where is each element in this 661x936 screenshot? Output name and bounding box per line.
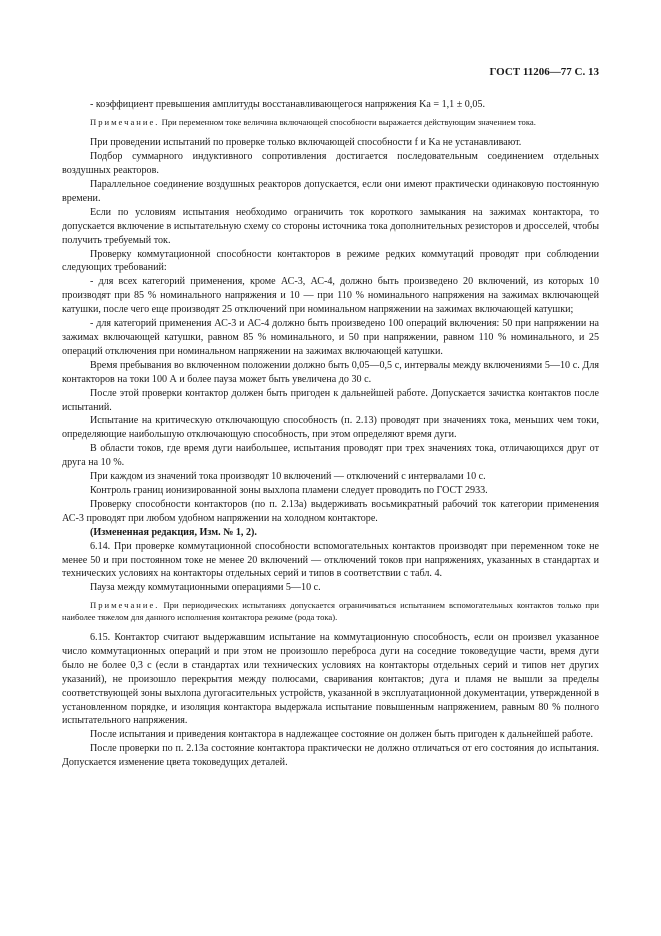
note-text: При переменном токе величина включающей способности выражается действующим значением тока.: [161, 116, 536, 127]
paragraph: Проверку коммутационной способности контакторов в режиме редких коммутаций проводят при соблюдении следующих требований:: [62, 248, 599, 274]
document-body: [62, 98, 599, 770]
note-label: Примечание.: [90, 116, 160, 127]
note: [62, 117, 599, 128]
paragraph: Время пребывания во включенном положении должно быть 0,05—0,5 с, интервалы между включениями 5—10 с. Для контакторов на токи 100 А и более пауза может быть увеличена до 30 с.: [62, 359, 599, 385]
paragraph: - для всех категорий применения, кроме АС-3, АС-4, должно быть произведено 20 включений, из которых 10 производят при 85 % номинального напряжения и 10 — при 110 % номинального напряжения на зажимах включающей катушки, после чего еще производят 25 отключений при номинальном напряжении на зажимах включающей катушки;: [62, 276, 599, 316]
paragraph: - для категорий применения АС-3 и АС-4 должно быть произведено 100 операций включения: 50 при напряжении на зажимах включающей катушки, равном 85 % номинального, и 50 при напряжении, равном 110 % номинального, и 25 операций отключения при номинальном напряжении на зажимах включающей катушки.: [62, 318, 599, 357]
paragraph: При каждом из значений тока производят 10 включений — отключений с интервалами 10 с.: [90, 471, 486, 483]
paragraph: Проверку способности контакторов (по п. 2.13а) выдерживать восьмикратный рабочий ток категории применения АС-3 проводят при любом удобном напряжении на холодном контакторе.: [62, 498, 599, 524]
paragraph: 6.14. При проверке коммутационной способности вспомогательных контактов производят при переменном токе не менее 50 и при постоянном токе не менее 20 включений — отключений токов при напряжениях, указанных в стандартах и технических условиях на контакторы отдельных серий и типов в соответствии с табл. 4.: [62, 540, 599, 580]
paragraph: Пауза между коммутационными операциями 5—10 с.: [90, 582, 321, 594]
paragraph: Испытание на критическую отключающую способность (п. 2.13) проводят при значениях тока, меньших чем токи, определяющие наибольшую отключающую способность, при этом определяют время дуги.: [62, 415, 599, 441]
note-text: При периодических испытаниях допускается ограничиваться испытанием вспомогательных контактов только при наиболее тяжелом для данного исполнения контактора режиме (рода тока).: [62, 600, 599, 622]
paragraph: Контроль границ ионизированной зоны выхлопа пламени следует проводить по ГОСТ 2933.: [90, 484, 488, 496]
paragraph: После этой проверки контактор должен быть пригоден к дальнейшей работе. Допускается зачистка контактов после испытаний.: [62, 387, 599, 413]
paragraph: - коэффициент превышения амплитуды восстанавливающегося напряжения Ka = 1,1 ± 0,05.: [90, 99, 485, 110]
paragraph: В области токов, где время дуги наибольшее, испытания проводят при трех значениях тока, отличающихся друг от друга на 10 %.: [62, 443, 599, 469]
note: [62, 600, 599, 623]
page-header: ГОСТ 11206—77 С. 13: [489, 66, 599, 78]
paragraph: 6.15. Контактор считают выдержавшим испытание на коммутационную способность, если он произвел указанное число коммутационных операций и при этом не произошло переброса дуги на соседние токоведущие части, время дуги было не более 0,3 с (если в стандартах или технических условиях на контакторы отдельных серий и типов нет других указаний), не произошло перекрытия между полюсами, сваривания контактов; дуга и пламя не вышли за пределы соответствующей зоны выхлопа дугогасительных устройств, указанной в эксплуатационной документации, утвержденной в установленном порядке, и изоляция контактора выдержала испытание повышенным напряжением, равным 80 % полного испытательного напряжения.: [62, 632, 599, 727]
paragraph: После проверки по п. 2.13а состояние контактора практически не должно отличаться от его состояния до испытания. Допускается изменение цвета токоведущих деталей.: [62, 743, 599, 769]
paragraph: Если по условиям испытания необходимо ограничить ток короткого замыкания на зажимах контактора, то допускается включение в испытательную схему со стороны источника тока дополнительных резисторов и дросселей, чтобы получить требуемый ток.: [62, 206, 599, 246]
paragraph: После испытания и приведения контактора в надлежащее состояние он должен быть пригоден к дальнейшей работе.: [90, 729, 593, 741]
revision-note: (Измененная редакция, Изм. № 1, 2).: [90, 526, 257, 538]
paragraph: Параллельное соединение воздушных реакторов допускается, если они имеют практически одинаковую постоянную времени.: [62, 179, 599, 204]
paragraph: Подбор суммарного индуктивного сопротивления достигается последовательным соединением отдельных воздушных реакторов.: [62, 151, 599, 177]
paragraph: При проведении испытаний по проверке только включающей способности f и Ka не устанавливают.: [90, 137, 522, 149]
note-label: Примечание.: [90, 600, 160, 611]
